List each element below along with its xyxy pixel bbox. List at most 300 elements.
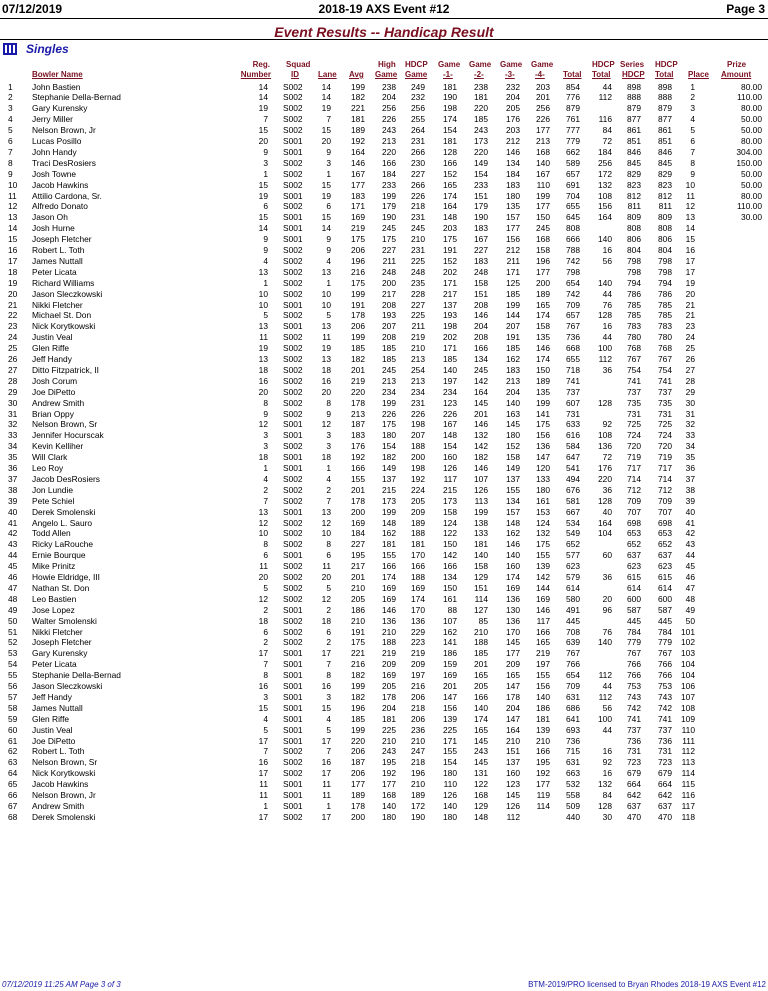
cell-total: 691 [566, 179, 580, 190]
cell-game-1: 107 [443, 615, 457, 626]
cell-total: 737 [566, 386, 580, 397]
cell-lane: 8 [326, 539, 331, 550]
cell-hdcp-total: 112 [598, 670, 612, 681]
cell-hdcp-total: 184 [598, 146, 612, 157]
cell-average: 210 [351, 582, 365, 593]
cell-game-2: 181 [474, 539, 488, 550]
cell-game-2: 134 [474, 354, 488, 364]
cell-total: 631 [566, 757, 580, 768]
cell-hdcp-total: 92 [602, 419, 612, 430]
table-row [0, 485, 768, 496]
cell-reg-number: 5 [263, 724, 268, 735]
cell-reg-number: 4 [263, 255, 268, 266]
cell-lane: 4 [326, 473, 331, 484]
cell-series-hdcp: 809 [627, 212, 641, 223]
cell-place: 117 [681, 800, 695, 811]
cell-series-hdcp: 785 [627, 310, 641, 321]
cell-total: 534 [566, 517, 580, 528]
cell-hdcp-series-total: 808 [658, 223, 672, 234]
cell-high-game: 227 [382, 245, 396, 255]
cell-hdcp-total: 84 [602, 790, 612, 800]
cell-row-number: 21 [8, 299, 18, 310]
cell-total: 704 [566, 190, 580, 201]
cell-row-number: 39 [8, 495, 18, 506]
cell-lane: 13 [321, 354, 331, 364]
cell-game-1: 185 [443, 354, 457, 364]
col-high-top: High [378, 60, 396, 69]
cell-hdcp-series-total: 615 [658, 572, 672, 582]
cell-bowler-name: Nikki Fletcher [32, 299, 83, 310]
cell-game-2: 138 [474, 517, 488, 528]
cell-lane: 9 [326, 234, 331, 245]
cell-game-1: 166 [443, 157, 457, 168]
cell-reg-number: 7 [263, 495, 268, 506]
cell-total: 693 [566, 724, 580, 735]
cell-total: 767 [566, 321, 580, 332]
cell-game-3: 213 [506, 375, 520, 386]
cell-reg-number: 19 [258, 190, 268, 201]
cell-hdcp-total: 76 [602, 626, 612, 637]
cell-squad-id: S001 [283, 681, 303, 691]
cell-lane: 3 [326, 441, 331, 452]
cell-reg-number: 19 [258, 103, 268, 114]
cell-game-1: 128 [443, 146, 457, 157]
cell-game-1: 152 [443, 255, 457, 266]
cell-game-1: 234 [443, 386, 457, 397]
cell-average: 201 [351, 572, 365, 582]
cell-game-4: 169 [536, 593, 550, 604]
table-row [0, 376, 768, 387]
cell-row-number: 6 [8, 136, 13, 146]
cell-hdcp-game: 210 [411, 343, 425, 354]
cell-game-1: 161 [443, 593, 457, 604]
cell-hdcp-game: 219 [411, 648, 425, 659]
cell-row-number: 11 [8, 190, 17, 201]
cell-reg-number: 15 [258, 179, 268, 190]
cell-bowler-name: James Nuttall [32, 255, 83, 266]
cell-average: 200 [351, 811, 365, 822]
cell-lane: 1 [326, 168, 331, 179]
cell-hdcp-series-total: 767 [658, 354, 672, 364]
cell-hdcp-series-total: 714 [658, 473, 672, 484]
cell-squad-id: S001 [283, 223, 303, 234]
cell-game-3: 140 [506, 550, 520, 561]
cell-total: 709 [566, 681, 580, 691]
cell-row-number: 45 [8, 561, 18, 572]
cell-hdcp-game: 198 [411, 419, 425, 430]
cell-lane: 7 [326, 746, 331, 757]
cell-place: 24 [685, 332, 695, 343]
cell-squad-id: S002 [283, 179, 303, 190]
cell-place: 111 [682, 735, 695, 746]
cell-hdcp-total: 96 [602, 604, 612, 615]
cell-game-3: 162 [506, 354, 520, 364]
cell-game-2: 145 [474, 397, 488, 408]
cell-hdcp-series-total: 784 [658, 626, 672, 637]
cell-place: 8 [690, 157, 695, 168]
cell-place: 3 [690, 103, 695, 114]
table-row [0, 692, 768, 703]
table-row [0, 212, 768, 223]
cell-game-3: 232 [506, 81, 520, 92]
cell-hdcp-total: 128 [598, 397, 612, 408]
cell-game-4: 141 [536, 408, 550, 419]
cell-place: 47 [685, 582, 695, 593]
cell-row-number: 27 [8, 364, 18, 375]
cell-high-game: 162 [382, 528, 396, 539]
cell-high-game: 199 [382, 506, 396, 517]
cell-lane: 16 [321, 681, 331, 691]
cell-high-game: 213 [382, 136, 396, 146]
cell-bowler-name: Brian Oppy [32, 408, 74, 419]
cell-lane: 19 [321, 343, 331, 354]
cell-game-4: 210 [536, 735, 550, 746]
cell-game-3: 162 [506, 528, 520, 539]
cell-game-1: 154 [443, 757, 457, 768]
cell-total: 742 [566, 288, 580, 299]
cell-high-game: 190 [382, 212, 396, 223]
cell-game-2: 220 [474, 103, 488, 114]
cell-game-4: 213 [536, 136, 550, 146]
cell-total: 655 [566, 201, 580, 212]
cell-place: 31 [685, 408, 695, 419]
cell-row-number: 14 [8, 223, 18, 234]
cell-place: 2 [690, 92, 695, 103]
cell-lane: 18 [321, 452, 331, 463]
cell-row-number: 65 [8, 779, 18, 790]
cell-game-3: 146 [506, 539, 520, 550]
table-row [0, 790, 768, 801]
cell-bowler-name: Peter Licata [32, 266, 77, 277]
cell-game-4: 177 [536, 125, 550, 136]
cell-series-hdcp: 731 [627, 746, 641, 757]
cell-squad-id: S001 [283, 299, 303, 310]
cell-game-3: 180 [506, 190, 520, 201]
cell-high-game: 140 [382, 800, 396, 811]
cell-lane: 17 [321, 811, 331, 822]
cell-lane: 4 [326, 713, 331, 724]
cell-hdcp-total: 108 [598, 190, 612, 201]
cell-lane: 6 [326, 201, 331, 212]
cell-reg-number: 14 [258, 223, 268, 234]
table-row [0, 430, 768, 441]
cell-squad-id: S002 [283, 245, 303, 255]
cell-game-2: 166 [474, 691, 488, 702]
cell-lane: 1 [326, 800, 331, 811]
cell-hdcp-series-total: 783 [658, 321, 672, 332]
cell-high-game: 210 [382, 735, 396, 746]
cell-high-game: 234 [382, 386, 396, 397]
cell-game-3: 165 [506, 670, 520, 681]
cell-hdcp-game: 172 [411, 800, 425, 811]
cell-game-4: 189 [536, 375, 550, 386]
cell-game-4: 150 [536, 212, 550, 223]
cell-bowler-name: Jacob Hawkins [32, 779, 89, 790]
cell-game-2: 145 [474, 757, 488, 768]
cell-game-3: 211 [506, 255, 520, 266]
cell-game-4: 136 [536, 441, 550, 452]
cell-game-3: 160 [506, 561, 520, 572]
cell-total: 854 [566, 81, 580, 92]
table-row [0, 496, 768, 507]
cell-average: 187 [351, 419, 365, 430]
cell-bowler-name: Angelo L. Sauro [32, 517, 93, 528]
cell-game-2: 205 [474, 681, 488, 691]
table-row [0, 594, 768, 605]
cell-hdcp-game: 249 [411, 81, 425, 92]
cell-hdcp-series-total: 877 [658, 114, 672, 125]
cell-hdcp-series-total: 851 [658, 136, 672, 146]
cell-series-hdcp: 707 [627, 506, 641, 517]
cell-row-number: 58 [8, 702, 18, 713]
cell-reg-number: 16 [258, 681, 268, 691]
col-game3-top: Game [500, 60, 523, 69]
table-row [0, 180, 768, 191]
cell-squad-id: S002 [283, 495, 303, 506]
cell-series-hdcp: 804 [627, 245, 641, 255]
cell-game-3: 157 [506, 506, 520, 517]
cell-game-2: 201 [474, 408, 488, 419]
cell-row-number: 24 [8, 332, 18, 343]
table-row [0, 550, 768, 561]
cell-row-number: 49 [8, 604, 18, 615]
cell-bowler-name: Josh Hurne [32, 223, 75, 234]
cell-average: 206 [351, 746, 365, 757]
cell-game-2: 127 [474, 604, 488, 615]
cell-hdcp-total: 132 [598, 779, 612, 790]
cell-game-1: 169 [443, 670, 457, 681]
table-row [0, 561, 768, 572]
cell-hdcp-total: 44 [602, 724, 612, 735]
cell-reg-number: 14 [258, 81, 268, 92]
cell-high-game: 149 [382, 463, 396, 473]
cell-game-4: 174 [536, 354, 550, 364]
cell-hdcp-series-total: 898 [658, 81, 672, 92]
cell-total: 767 [566, 648, 580, 659]
cell-game-3: 180 [506, 430, 520, 441]
cell-hdcp-game: 248 [411, 266, 425, 277]
cell-place: 5 [690, 125, 695, 136]
cell-average: 199 [351, 288, 365, 299]
cell-high-game: 195 [382, 757, 396, 768]
cell-game-2: 146 [474, 310, 488, 321]
cell-game-1: 203 [443, 223, 457, 234]
cell-reg-number: 7 [263, 114, 268, 125]
cell-average: 206 [351, 321, 365, 332]
cell-hdcp-series-total: 623 [658, 561, 672, 572]
cell-hdcp-game: 211 [411, 321, 425, 332]
cell-squad-id: S002 [283, 757, 303, 768]
cell-place: 29 [685, 386, 695, 397]
cell-total: 509 [566, 800, 580, 811]
table-row [0, 300, 768, 311]
cell-squad-id: S001 [283, 190, 303, 201]
cell-squad-id: S002 [283, 517, 303, 528]
cell-hdcp-series-total: 725 [658, 419, 672, 430]
cell-game-1: 226 [443, 408, 457, 419]
table-row [0, 398, 768, 409]
cell-hdcp-total: 60 [602, 550, 612, 561]
cell-squad-id: S002 [283, 811, 303, 822]
cell-high-game: 215 [382, 484, 396, 495]
col-avg: Avg [349, 70, 364, 79]
cell-game-2: 208 [474, 299, 488, 310]
cell-hdcp-game: 234 [411, 386, 425, 397]
cell-place: 40 [685, 506, 695, 517]
cell-game-1: 174 [443, 114, 457, 125]
cell-series-hdcp: 731 [627, 408, 641, 419]
cell-lane: 3 [326, 691, 331, 702]
cell-hdcp-total: 164 [598, 517, 612, 528]
cell-reg-number: 9 [263, 408, 268, 419]
cell-total: 779 [566, 136, 580, 146]
cell-hdcp-game: 166 [411, 561, 425, 572]
cell-lane: 5 [326, 582, 331, 593]
cell-reg-number: 18 [258, 364, 268, 375]
table-row [0, 332, 768, 343]
cell-row-number: 5 [8, 125, 13, 136]
table-row [0, 92, 768, 103]
cell-hdcp-total: 112 [598, 92, 612, 103]
cell-reg-number: 13 [258, 266, 268, 277]
cell-squad-id: S002 [283, 375, 303, 386]
cell-game-4: 124 [536, 517, 550, 528]
cell-hdcp-series-total: 812 [658, 190, 672, 201]
cell-series-hdcp: 679 [627, 768, 641, 779]
cell-row-number: 33 [8, 430, 18, 441]
cell-hdcp-total: 108 [598, 430, 612, 441]
cell-series-hdcp: 614 [627, 582, 641, 593]
cell-hdcp-series-total: 809 [658, 212, 672, 223]
cell-bowler-name: Andrew Smith [32, 800, 85, 811]
cell-game-3: 134 [506, 157, 520, 168]
cell-high-game: 169 [382, 593, 396, 604]
col-game2-top: Game [469, 60, 492, 69]
cell-series-hdcp: 737 [627, 724, 641, 735]
cell-total: 641 [566, 713, 580, 724]
cell-bowler-name: Jon Lundie [32, 484, 73, 495]
cell-series-hdcp: 767 [627, 354, 641, 364]
cell-average: 185 [351, 713, 365, 724]
cell-game-3: 152 [506, 441, 520, 452]
cell-series-hdcp: 736 [627, 735, 641, 746]
cell-prize-amount: 50.00 [741, 179, 762, 190]
cell-average: 220 [351, 386, 365, 397]
cell-squad-id: S001 [283, 670, 303, 681]
cell-game-2: 227 [474, 245, 488, 255]
cell-lane: 1 [326, 277, 331, 288]
cell-hdcp-series-total: 846 [658, 146, 672, 157]
cell-bowler-name: Jerry Miller [32, 114, 73, 125]
cell-series-hdcp: 725 [627, 419, 641, 430]
cell-hdcp-series-total: 786 [658, 288, 672, 299]
cell-average: 221 [351, 648, 365, 659]
table-row [0, 659, 768, 670]
cell-total: 657 [566, 310, 580, 321]
cell-lane: 7 [326, 659, 331, 670]
cell-reg-number: 2 [263, 484, 268, 495]
cell-hdcp-total: 128 [598, 800, 612, 811]
cell-hdcp-game: 213 [411, 375, 425, 386]
cell-series-hdcp: 720 [627, 441, 641, 452]
cell-total: 662 [566, 146, 580, 157]
cell-bowler-name: Joe DiPetto [32, 735, 76, 746]
cell-squad-id: S002 [283, 572, 303, 582]
cell-series-hdcp: 784 [627, 626, 641, 637]
cell-game-3: 212 [506, 245, 520, 255]
cell-lane: 11 [322, 779, 331, 790]
cell-high-game: 181 [382, 713, 396, 724]
cell-row-number: 9 [8, 168, 13, 179]
cell-hdcp-series-total: 720 [658, 441, 672, 452]
cell-series-hdcp: 798 [627, 255, 641, 266]
cell-high-game: 245 [382, 223, 396, 234]
cell-average: 178 [351, 495, 365, 506]
cell-row-number: 4 [8, 114, 13, 125]
col-hdcp-game-bottom: Game [405, 70, 428, 79]
cell-squad-id: S001 [283, 136, 303, 146]
cell-reg-number: 11 [259, 790, 268, 800]
cell-place: 107 [681, 691, 695, 702]
cell-prize-amount: 50.00 [741, 125, 762, 136]
cell-total: 776 [566, 92, 580, 103]
cell-bowler-name: Glen Riffe [32, 343, 70, 354]
cell-game-3: 178 [506, 691, 520, 702]
cell-hdcp-total: 112 [598, 691, 612, 702]
cell-high-game: 205 [382, 681, 396, 691]
cell-bowler-name: Jeff Handy [32, 354, 72, 364]
cell-prize-amount: 80.00 [741, 136, 762, 146]
col-hdcp-total-top: HDCP [592, 60, 615, 69]
cell-game-1: 110 [443, 779, 457, 790]
cell-squad-id: S002 [283, 582, 303, 593]
cell-average: 199 [351, 681, 365, 691]
cell-hdcp-series-total: 823 [658, 179, 672, 190]
cell-row-number: 12 [8, 201, 18, 212]
cell-bowler-name: Joseph Fletcher [32, 637, 92, 648]
cell-reg-number: 1 [263, 800, 268, 811]
col-hdcp-game-top: HDCP [405, 60, 428, 69]
cell-squad-id: S002 [283, 397, 303, 408]
cell-row-number: 62 [8, 746, 18, 757]
cell-game-3: 151 [506, 746, 520, 757]
cell-game-1: 152 [443, 168, 457, 179]
cell-row-number: 3 [8, 103, 13, 114]
cell-bowler-name: Nelson Brown, Sr [32, 757, 98, 768]
table-row [0, 191, 768, 202]
cell-series-hdcp: 723 [627, 757, 641, 768]
cell-game-1: 155 [443, 746, 457, 757]
cell-game-4: 226 [536, 114, 550, 125]
cell-reg-number: 15 [258, 702, 268, 713]
cell-place: 110 [681, 724, 695, 735]
cell-game-4: 140 [536, 157, 550, 168]
cell-game-1: 193 [443, 310, 457, 321]
cell-place: 1 [690, 81, 695, 92]
cell-bowler-name: Jacob Hawkins [32, 179, 89, 190]
table-row [0, 82, 768, 93]
cell-bowler-name: Nelson Brown, Sr [32, 419, 98, 430]
cell-game-3: 149 [506, 463, 520, 473]
cell-bowler-name: Jason Oh [32, 212, 68, 223]
cell-place: 101 [681, 626, 695, 637]
cell-bowler-name: Michael St. Don [32, 310, 92, 321]
cell-high-game: 219 [382, 648, 396, 659]
cell-series-hdcp: 741 [627, 375, 641, 386]
page-header [0, 0, 768, 19]
cell-lane: 15 [321, 179, 331, 190]
cell-total: 652 [566, 539, 580, 550]
